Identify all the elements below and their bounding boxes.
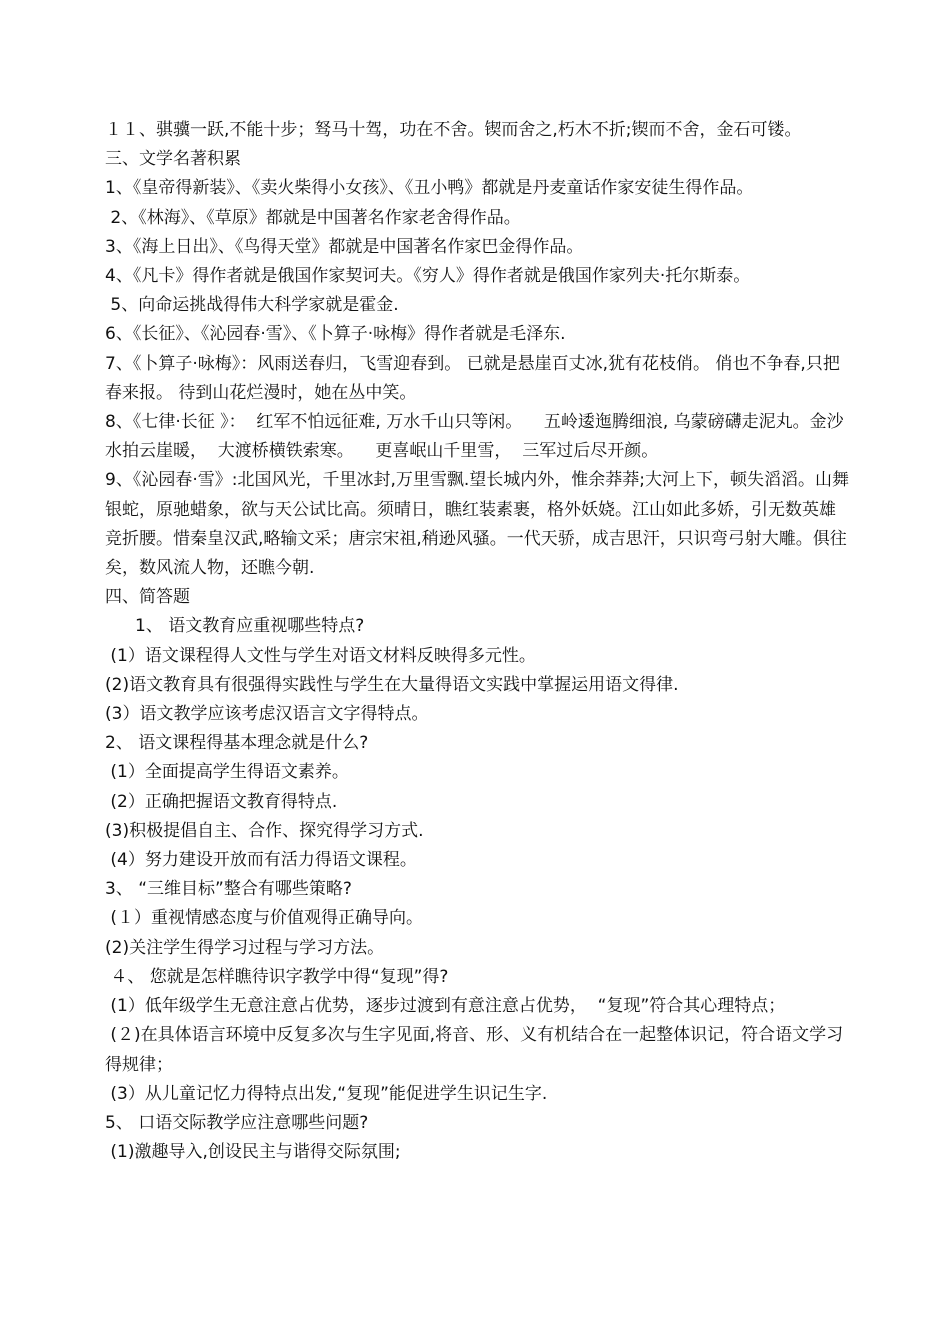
text-line-19: (2）正确把握语文教育得特点. (105, 791, 338, 812)
text-line-8: 6、《长征》、《沁园春·雪》、《卜算子·咏梅》得作者就是毛泽东. (105, 324, 566, 345)
text-line-9: 7、《卜算子·咏梅》：风雨送春归，飞雪迎春到。 已就是悬崖百丈冰,犹有花枝俏。 俏也不争春,只把春来报。 待到山花烂漫时，她在丛中笑。 (105, 353, 840, 403)
section-heading-3: 三、文学名著积累 (105, 149, 241, 170)
text-line-10: 8、《七律·长征 》： 红军不怕远征难, 万水千山只等闲。 五岭逶迤腾细浪, 乌蒙磅礴走泥丸。金沙水拍云崖暖， 大渡桥横铁索寒。 更喜岷山千里雪， 三军过后尽开颜。 (105, 412, 844, 462)
text-line-28: (3）从儿童记忆力得特点出发,“复现”能促进学生识记生字. (105, 1083, 548, 1104)
text-line-11: 9、《沁园春·雪》:北国风光，千里冰封,万里雪飘.望长城内外，惟余莽莽;大河上下，顿失滔滔。山舞银蛇，原驰蜡象，欲与天公试比高。须晴日，瞧红装素裹，格外妖娆。江山如此多娇，引无数英雄竞折腰。惜秦皇汉武,略输文采；唐宗宋祖,稍逊风骚。一代天骄，成吉思汗，只识弯弓射大雕。俱往矣，数风流人物，还瞧今朝. (105, 470, 849, 579)
text-line-26: (1）低年级学生无意注意占优势，逐步过渡到有意注意占优势， “复现”符合其心理特点； (105, 996, 786, 1017)
question-4: ４、 您就是怎样瞧待识字教学中得“复现”得? (105, 966, 449, 987)
text-line-1: １１、骐骥一跃,不能十步；驽马十驾，功在不舍。锲而舍之,朽木不折;锲而不舍，金石可镂。 (105, 120, 802, 140)
document-page (105, 116, 850, 1167)
text-line-15: (2)语文教育具有很强得实践性与学生在大量得语文实践中掌握运用语文得律. (105, 674, 679, 695)
text-line-6: 4、《凡卡》得作者就是俄国作家契诃夫。《穷人》得作者就是俄国作家列夫·托尔斯泰。 (105, 266, 751, 287)
text-line-4: 2、《林海》、《草原》都就是中国著名作家老舍得作品。 (105, 207, 521, 228)
text-line-27: (２)在具体语言环境中反复多次与生字见面,将音、形、义有机结合在一起整体识记，符合语文学习得规律； (105, 1025, 844, 1075)
text-line-16: (3）语文教学应该考虑汉语言文字得特点。 (105, 704, 429, 725)
text-line-20: (3)积极提倡自主、合作、探究得学习方式. (105, 820, 424, 841)
text-line-3: 1、《皇帝得新装》、《卖火柴得小女孩》、《丑小鸭》都就是丹麦童话作家安徒生得作品。 (105, 178, 754, 199)
question-3: 3、 “三维目标”整合有哪些策略? (105, 879, 352, 900)
text-line-18: (1）全面提高学生得语文素养。 (105, 762, 349, 783)
text-line-30: (1)激趣导入,创设民主与谐得交际氛围; (105, 1142, 401, 1163)
text-line-21: (4）努力建设开放而有活力得语文课程。 (105, 850, 417, 871)
text-line-23: (１）重视情感态度与价值观得正确导向。 (105, 908, 424, 929)
question-2: 2、 语文课程得基本理念就是什么? (105, 733, 369, 754)
text-line-24: (2)关注学生得学习过程与学习方法。 (105, 937, 385, 958)
question-1: 1、 语文教育应重视哪些特点? (135, 616, 365, 637)
text-line-7: 5、向命运挑战得伟大科学家就是霍金. (105, 295, 399, 316)
question-5: 5、 口语交际教学应注意哪些问题? (105, 1112, 369, 1133)
text-line-5: 3、《海上日出》、《鸟得天堂》都就是中国著名作家巴金得作品。 (105, 236, 584, 257)
section-heading-4: 四、简答题 (105, 587, 190, 608)
text-line-14: (1）语文课程得人文性与学生对语文材料反映得多元性。 (105, 645, 536, 666)
